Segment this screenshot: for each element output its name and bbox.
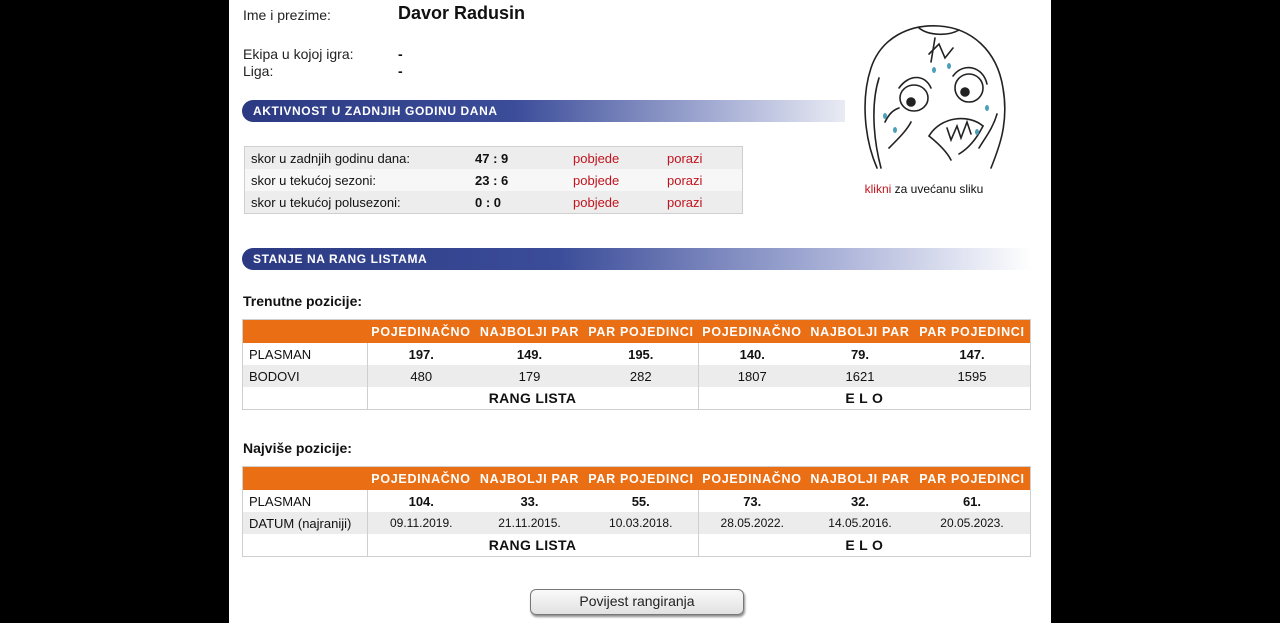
empty-header-cell xyxy=(243,467,368,491)
group-label-elo: E L O xyxy=(698,534,1031,557)
table-row xyxy=(245,147,743,170)
table-cell: 149. xyxy=(475,343,584,365)
team-label: Ekipa u kojoj igra: xyxy=(243,46,354,62)
column-header: NAJBOLJI PAR xyxy=(806,320,914,344)
table-cell: 1595 xyxy=(914,365,1031,387)
column-header: PAR POJEDINCI xyxy=(584,467,698,491)
table-row xyxy=(243,387,1031,410)
empty-cell xyxy=(243,534,368,557)
table-cell: 28.05.2022. xyxy=(698,512,806,534)
empty-header-cell xyxy=(243,320,368,344)
column-header: PAR POJEDINCI xyxy=(914,467,1031,491)
table-cell: 21.11.2015. xyxy=(475,512,584,534)
table-cell: 20.05.2023. xyxy=(914,512,1031,534)
current-positions-heading: Trenutne pozicije: xyxy=(243,293,363,309)
table-cell: 197. xyxy=(367,343,475,365)
column-header: PAR POJEDINCI xyxy=(584,320,698,344)
wins-link[interactable]: pobjede xyxy=(573,169,667,191)
table-cell: 32. xyxy=(806,490,914,512)
score-value: 47 : 9 xyxy=(475,147,573,170)
row-label: PLASMAN xyxy=(243,490,368,512)
score-value: 23 : 6 xyxy=(475,169,573,191)
column-header: POJEDINAČNO xyxy=(367,467,475,491)
table-cell: 147. xyxy=(914,343,1031,365)
player-name: Davor Radusin xyxy=(398,3,526,23)
table-cell: 10.03.2018. xyxy=(584,512,698,534)
table-row xyxy=(243,512,1031,534)
league-label: Liga: xyxy=(243,63,274,79)
losses-link[interactable]: porazi xyxy=(667,169,743,191)
table-cell: 104. xyxy=(367,490,475,512)
group-label-rang-lista: RANG LISTA xyxy=(367,387,698,410)
table-cell: 14.05.2016. xyxy=(806,512,914,534)
table-cell: 79. xyxy=(806,343,914,365)
page xyxy=(229,0,1051,623)
table-cell: 480 xyxy=(367,365,475,387)
name-label: Ime i prezime: xyxy=(243,7,331,23)
group-label-elo: E L O xyxy=(698,387,1031,410)
enlarge-link[interactable]: klikni xyxy=(864,182,892,196)
table-cell: 282 xyxy=(584,365,698,387)
score-row-label: skor u zadnjih godinu dana: xyxy=(245,147,476,170)
group-label-rang-lista: RANG LISTA xyxy=(367,534,698,557)
table-row xyxy=(243,365,1031,387)
rankings-section-header: STANJE NA RANG LISTAMA xyxy=(242,248,1032,270)
table-row xyxy=(245,191,743,214)
current-positions-table xyxy=(242,319,1031,410)
league-value: - xyxy=(398,63,403,79)
player-photo[interactable] xyxy=(859,18,1009,176)
column-header: PAR POJEDINCI xyxy=(914,320,1031,344)
score-row-label: skor u tekućoj polusezoni: xyxy=(245,191,476,214)
best-positions-heading: Najviše pozicije: xyxy=(243,440,352,456)
photo-caption xyxy=(849,182,999,196)
table-header-row xyxy=(243,467,1031,491)
caption-text: za uvećanu sliku xyxy=(891,182,984,196)
table-cell: 1621 xyxy=(806,365,914,387)
column-header: NAJBOLJI PAR xyxy=(806,467,914,491)
rage-face-image[interactable] xyxy=(859,18,1009,176)
table-row xyxy=(243,490,1031,512)
table-row xyxy=(245,169,743,191)
row-label: BODOVI xyxy=(243,365,368,387)
table-cell: 61. xyxy=(914,490,1031,512)
score-row-label: skor u tekućoj sezoni: xyxy=(245,169,476,191)
table-cell: 73. xyxy=(698,490,806,512)
losses-link[interactable]: porazi xyxy=(667,147,743,170)
table-cell: 09.11.2019. xyxy=(367,512,475,534)
table-row xyxy=(243,343,1031,365)
wins-link[interactable]: pobjede xyxy=(573,191,667,214)
team-value: - xyxy=(398,46,403,62)
table-cell: 55. xyxy=(584,490,698,512)
activity-section-header: AKTIVNOST U ZADNJIH GODINU DANA xyxy=(242,100,845,122)
ranking-history-button[interactable]: Povijest rangiranja xyxy=(530,589,744,615)
losses-link[interactable]: porazi xyxy=(667,191,743,214)
best-positions-table xyxy=(242,466,1031,557)
column-header: POJEDINAČNO xyxy=(698,320,806,344)
table-cell: 1807 xyxy=(698,365,806,387)
empty-cell xyxy=(243,387,368,410)
column-header: POJEDINAČNO xyxy=(367,320,475,344)
activity-score-table xyxy=(244,146,743,214)
column-header: NAJBOLJI PAR xyxy=(475,320,584,344)
table-header-row xyxy=(243,320,1031,344)
column-header: POJEDINAČNO xyxy=(698,467,806,491)
column-header: NAJBOLJI PAR xyxy=(475,467,584,491)
table-cell: 179 xyxy=(475,365,584,387)
table-cell: 33. xyxy=(475,490,584,512)
wins-link[interactable]: pobjede xyxy=(573,147,667,170)
table-cell: 195. xyxy=(584,343,698,365)
row-label: PLASMAN xyxy=(243,343,368,365)
score-value: 0 : 0 xyxy=(475,191,573,214)
row-label: DATUM (najraniji) xyxy=(243,512,368,534)
table-cell: 140. xyxy=(698,343,806,365)
table-row xyxy=(243,534,1031,557)
